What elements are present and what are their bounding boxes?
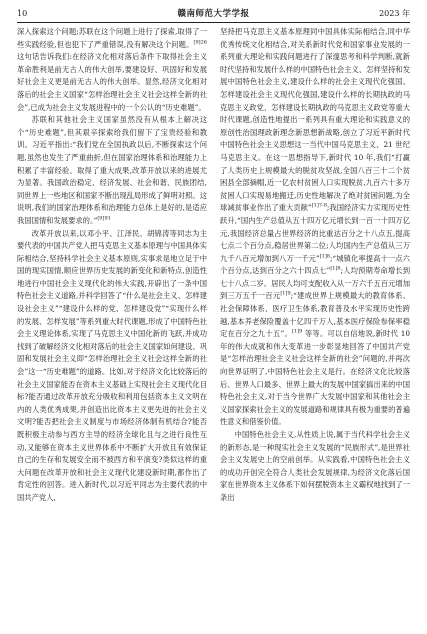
citation: [1]7-8 xyxy=(311,202,327,209)
issue-year: 2023 年 xyxy=(379,9,410,18)
paragraph-text: 坚持把马克思主义基本原理同中国具体实际相结合,同中华优秀传统文化相结合,对关系新时代党和国家事业发展的一系列重大理论和实践问题进行了深邃思考和科学判断,就新时代坚持和发展什么样的中国特色社会主义、怎样坚持和发展中国特色社会主义,建设什么样的社会主义现代化强国、怎样建设社会主义现代化强国,建设什么样的长期执政的马克思主义政党、怎样建设长期执政的马克思主义政党等重大时代课题,创造性地提出一系列具有重大理论和实践意义的原创性治国理政新理念新思想新战略,创立了习近平新时代中国特色社会主义思想这一当代中国马克思主义、21 世纪马克思主义。在这一思想指导下,新时代 10 年,我们“打赢了人类历史上规模最大的脱贫攻坚战,全国八百三十二个贫困县全部摘帽,近一亿农村贫困人口实现脱贫,九百六十多万贫困人口实现易地搬迁,历史性地解决了绝对贫困问题,为全球减贫事业作出了重大贡献” xyxy=(220,27,410,213)
paragraph-text: ;“城镇化率提高十一点六个百分点,达到百分之六十四点七” xyxy=(220,253,410,276)
paragraph xyxy=(17,228,207,505)
paragraph xyxy=(17,26,207,114)
paragraph-text: 深入探索这个问题;苏联在这个问题上进行了探索,取得了一些实践经验,但也犯下了严重错误,没有解决这个问题。 xyxy=(17,27,207,49)
paragraph xyxy=(220,26,410,429)
page-header xyxy=(17,8,410,23)
page-number: 10 xyxy=(17,9,28,18)
citation: [9]91 xyxy=(97,215,111,222)
paragraph-text: ;人均预期寿命增长到七十八点二岁。居民人均可支配收入从一万六千五百元增加到三万五千一百元 xyxy=(220,266,410,301)
paragraph-text: 中国特色社会主义,从性质上说,属于当代科学社会主义的新形态,是一种现实社会主义发展的“民族形式”,是世界社会主义发展史上的空前创举。从实践看,中国特色社会主义的成功开创完全符合人类社会发展规律,为经济文化落后国家在世界资本主义体系下如何摆脱资本主义霸权地找到了一条出 xyxy=(220,430,410,502)
right-column xyxy=(220,26,410,626)
citation: [1]9 xyxy=(280,291,291,298)
paragraph-text: 这句话告诉我们:在经济文化相对落后条件下取得社会主义革命胜利是前无古人的伟大创举,要建设好、巩固好和发展好社会主义更是前无古人的伟大创举。显然,经济文化相对落后的社会主义国家“怎样治理社会主义社会这样全新的社会”,已成为社会主义发展进程中的一个公认的“历史难题”。 xyxy=(17,52,207,112)
citation: [1]8 xyxy=(319,253,330,260)
paragraph-text: 改革开放以来,以邓小平、江泽民、胡锦涛等同志为主要代表的中国共产党人把马克思主义基本原理与中国具体实际相结合,坚持科学社会主义基本原则,实事求是地立足于中国的现实国情,顺应世界历史发展的新变化和新特点,创造性地进行中国社会主义现代化的伟大实践,开辟出了一条中国特色社会主义道路,并科学回答了“什么是社会主义、怎样建设社会主义”“建设什么样的党、怎样建设党”“实现什么样的发展、怎样发展”等系列重大时代课题,形成了中国特色社会主义理论体系,实现了马克思主义中国化新的飞跃,并成功找到了破解经济文化相对落后的社会主义国家如何建设、巩固和发展社会主义即“怎样治理社会主义社会这样全新的社会”这一“历史难题”的道路。比如,对于经济文化比较落后的社会主义国家能否在资本主义基础上实现社会主义现代化目标?能否通过改革开放充分吸收和利用包括资本主义文明在内的人类优秀成果,并创造出比资本主义更先进的社会主义文明?能否把社会主义制度与市场经济体制有机结合?能否既积极主动参与西方主导的经济全球化且与之进行良性互动,又能够在资本主义世界体系中不断扩大开放且有效保证自己的生存和发展安全而不被西方和平演变?类似这样的重大问题在改革开放和社会主义现代化建设新时期,都作出了肯定性的回答。进入新时代,以习近平同志为主要代表的中国共产党人, xyxy=(17,228,207,502)
paragraph xyxy=(220,429,410,505)
citation: [9]26 xyxy=(193,39,207,46)
paragraph-text: 苏联和其他社会主义国家虽然没有从根本上解决这个“历史难题”,但其艰辛探索给我们留下了宝贵经验和教训。习近平指出:“我们党在全国执政以后,不断探索这个问题,虽然也发生了严重曲折,但在国家治理体系和治理能力上积累了丰富经验、取得了重大成果,改革开放以来的进展尤为显著。我国政治稳定、经济发展、社会和谐、民族团结,同世界上一些地区和国家不断出现乱局形成了鲜明对照。这说明,我们的国家治理体系和治理能力总体上是好的,是适应我国国情和发展要求的。” xyxy=(17,115,207,225)
paragraph-text: ;我国经济实力实现历史性跃升,“国内生产总值从五十四万亿元增长到一百一十四万亿元,我国经济总量占世界经济的比重达百分之十八点五,提高七点二个百分点,稳居世界第二位;人均国内生产总值从三万九千八百元增加到八万一千元” xyxy=(220,203,410,263)
citation: [1]9 xyxy=(292,328,303,335)
paragraph xyxy=(17,114,207,227)
paragraph-text: ;“建成世界上规模最大的教育体系、社会保障体系、医疗卫生体系,教育普及水平实现历史性跨越,基本养老保险覆盖十亿四千万人,基本医疗保险参保率稳定在百分之九十五”。 xyxy=(220,291,410,339)
citation: [1]8 xyxy=(330,265,341,272)
left-column xyxy=(17,26,207,626)
paragraph-text: 等等。可以自信地说,新时代 10 年的伟大成就和伟大变革进一步彰显地回答了中国共产党是“怎样治理社会主义社会这样全新的社会”问题的,并再次向世界证明了,中国特色社会主义是行。在经济文化比较落后、世界人口最多、世界上最大的发展中国家搞出来的中国特色社会主义,对于当今世界广大发展中国家和其他社会主义国家探索社会主义的发展道路和规律具有极为重要的普遍性意义和借鉴价值。 xyxy=(220,329,410,427)
journal-title: 赣南师范大学学报 xyxy=(177,9,250,19)
